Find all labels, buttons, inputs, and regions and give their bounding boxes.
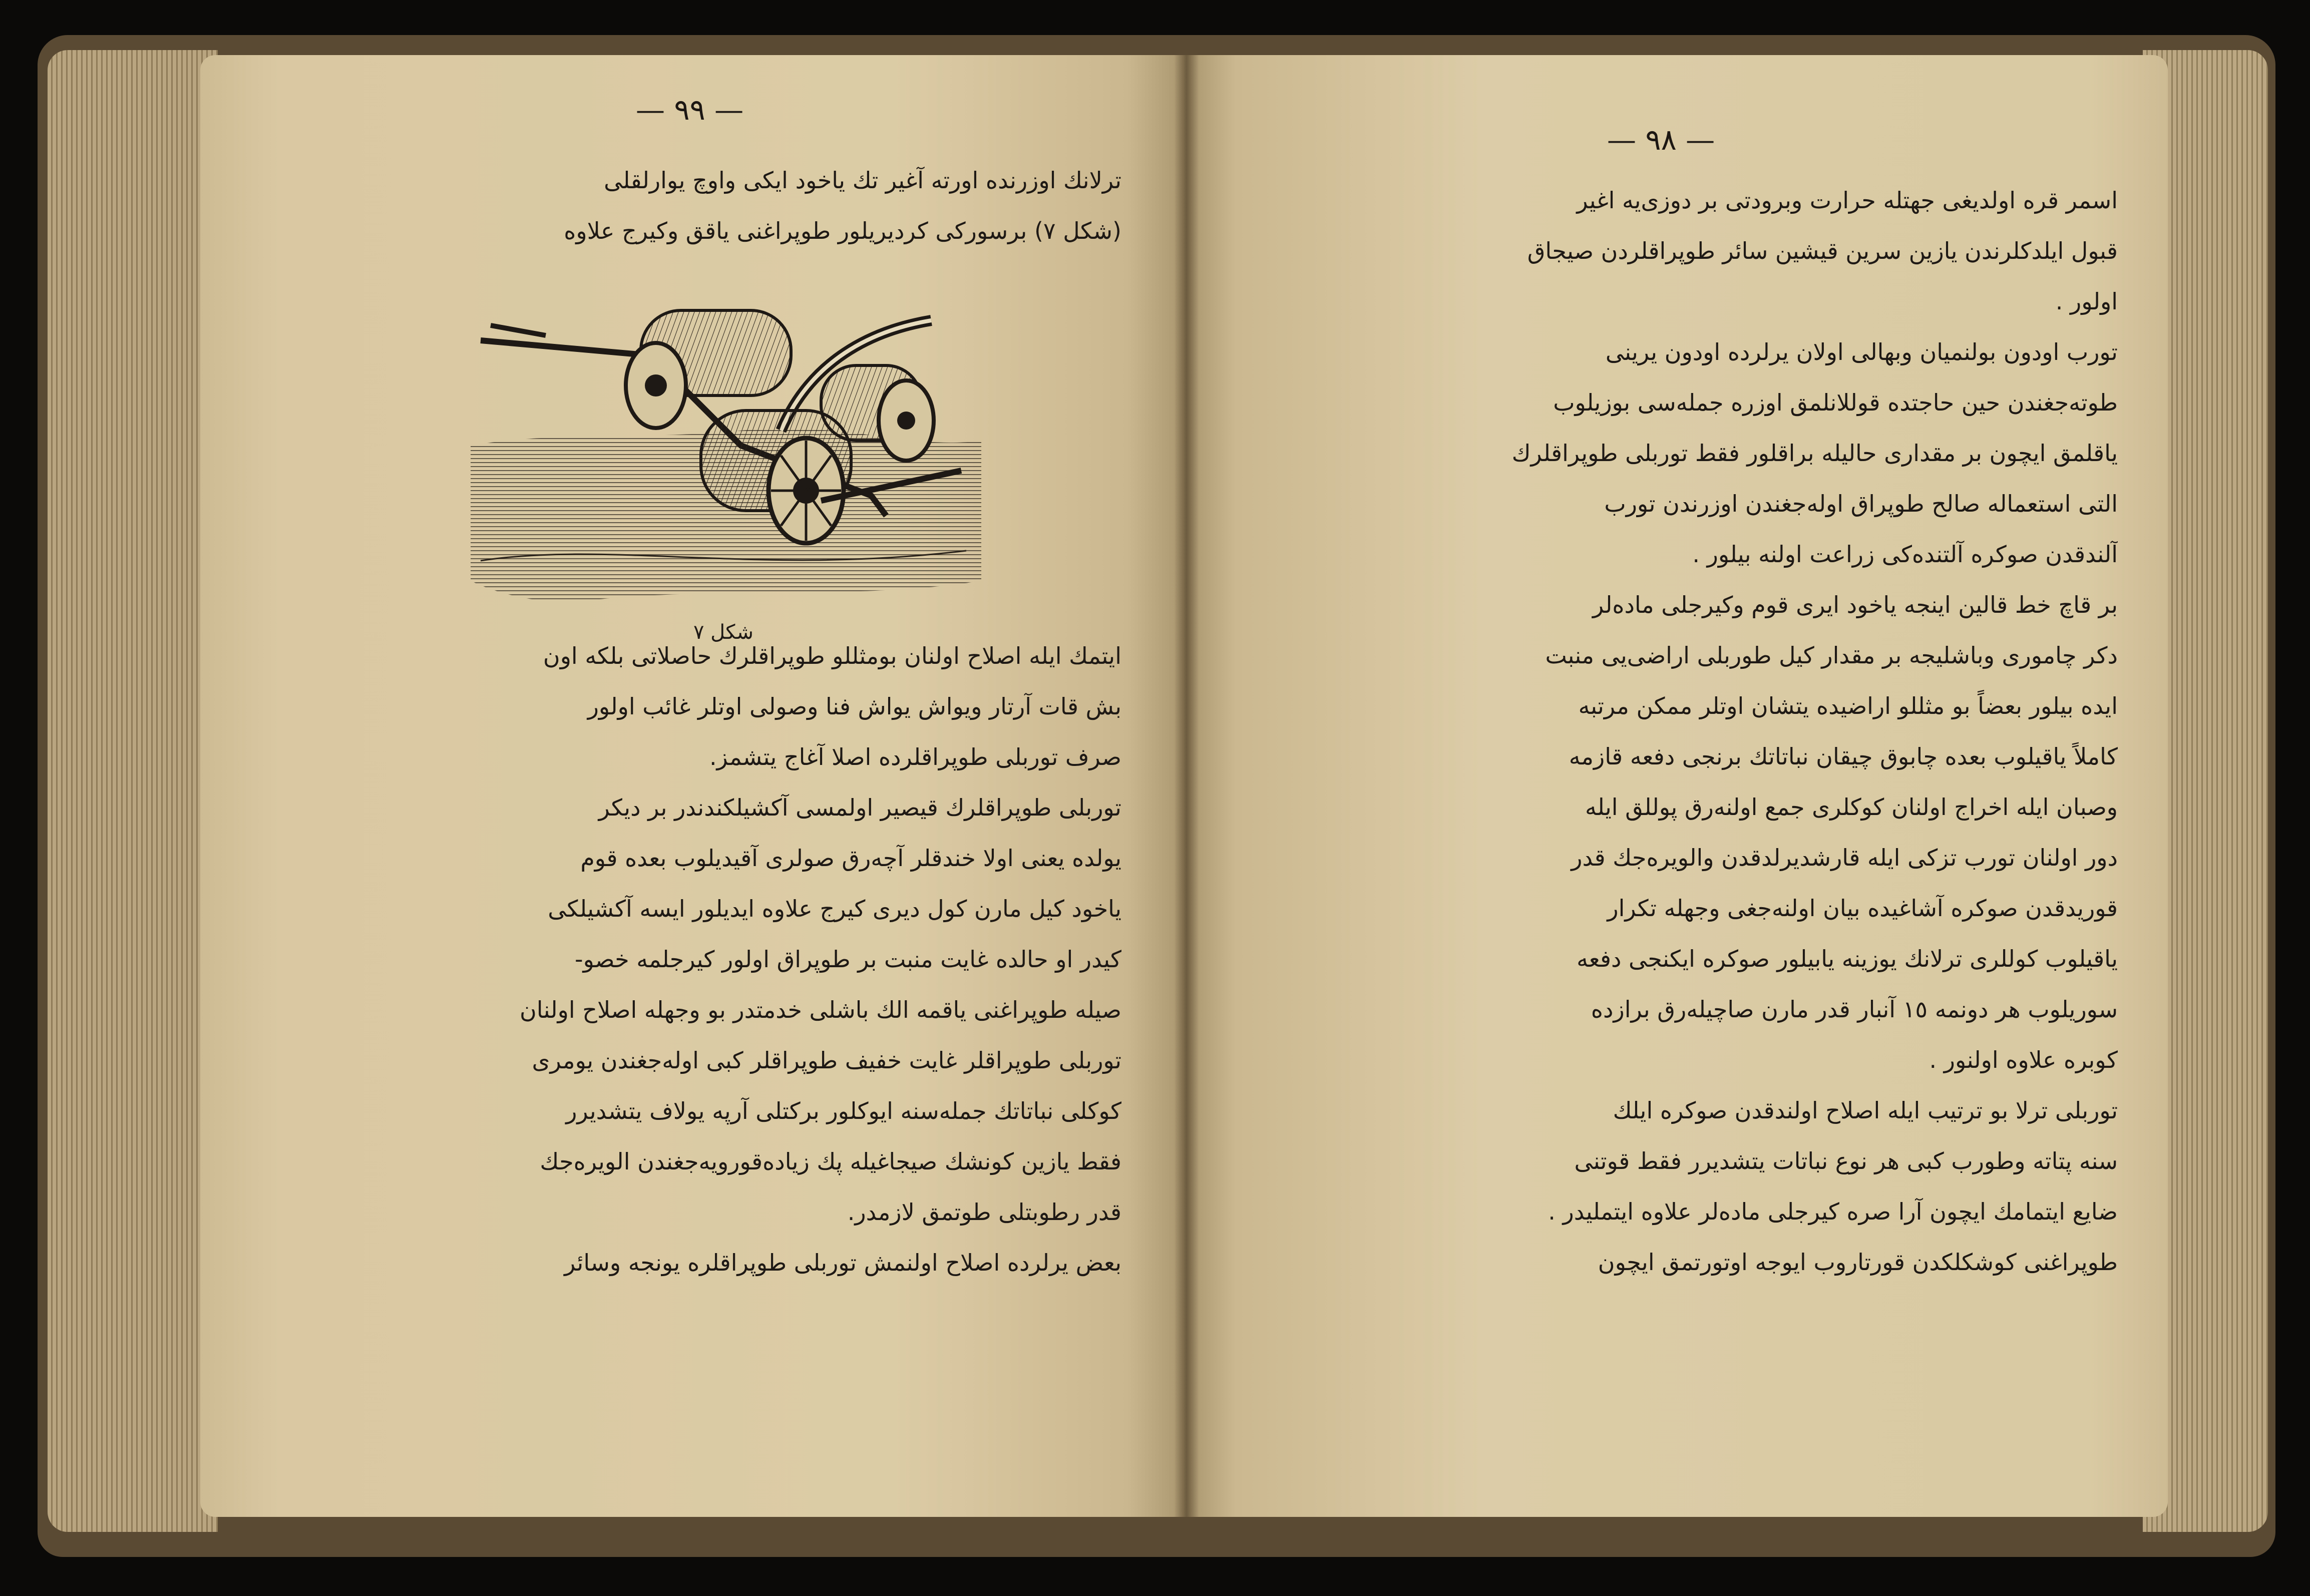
text-line: ضايع ايتمامك ايچون آرا صره كيرجلى ماده‌لر علاوه ايتمليدر . [1548, 1198, 2118, 1225]
text-line: اسمر قره اولديغى جهتله حرارت وبرودتى بر دوزى‌يه اغير [1577, 187, 2118, 214]
text-line: توربلى طوپراقلر غايت خفيف طوپراقلر كبى اوله‌جغندن يومرى [532, 1047, 1121, 1074]
text-line: توربلى ترلا بو ترتيب ايله اصلاح اولندقدن صوكره ايلك [1613, 1097, 2118, 1124]
text-line: سوريلوب هر دونمه ١٥ آنبار قدر مارن صاچيله‌رق برازده [1591, 996, 2118, 1023]
text-line: كوكلى نباتاتك جمله‌سنه ايوكلور بركتلى آرپه يولاف يتشديرر [566, 1097, 1121, 1124]
text-line: ياقلمق ايچون بر مقدارى حاليله براقلور فقط توربلى طوپراقلرك [1511, 440, 2118, 467]
text-line: بر قاچ خط قالين اينجه ياخود ايرى قوم وكيرجلى ماده‌لر [1592, 591, 2118, 618]
text-line: وصبان ايله اخراج اولنان كوكلرى جمع اولنه‌رق پوللق ايله [1585, 793, 2118, 821]
text-line: التى استعماله صالح طوپراق اوله‌جغندن اوزرندن تورب [1604, 490, 2118, 517]
book-gutter [1174, 55, 1199, 1517]
text-line: دور اولنان تورب تزكى ايله قارشديرلدقدن والويره‌جك قدر [1571, 844, 2118, 871]
left-page-number: — ٩٩ — [636, 93, 744, 127]
text-line: بش قات آرتار ويواش يواش فنا وصولى اوتلر غائب اولور [587, 693, 1121, 720]
text-line: ياقيلوب كوللرى ترلانك يوزينه يابيلور صوكره ايكنجى دفعه [1577, 945, 2118, 972]
text-line: ايتمك ايله اصلاح اولنان بومثللو طوپراقلرك حاصلاتى بلكه اون [543, 642, 1121, 669]
text-line: قدر رطوبتلى طوتمق لازمدر. [847, 1199, 1121, 1226]
text-line: قبول ايلدكلرندن يازين سرين قيشين سائر طوپراقلردن صيجاق [1527, 237, 2118, 264]
text-line: صرف توربلى طوپراقلرده اصلا آغاج يتشمز. [709, 743, 1121, 770]
text-line: قوريدقدن صوكره آشاغيده بيان اولنه‌جغى وجهله تكرار [1607, 895, 2118, 922]
text-line: يولده يعنى اولا خندقلر آچه‌رق صولرى آقيديلوب بعده قوم [580, 845, 1121, 872]
left-page [200, 55, 1187, 1517]
figure-caption: شكل ٧ [693, 621, 754, 644]
text-line: اولور . [2055, 288, 2118, 315]
text-line: كاملاً ياقيلوب بعده چابوق چيقان نباتاتك برنجى دفعه قازمه [1569, 743, 2118, 770]
text-line: صيله طوپراغنى ياقمه الك باشلى خدمتدر بو وجهله اصلاح اولنان [519, 996, 1121, 1023]
text-line: ترلانك اوزرنده اورته آغير تك ياخود ايكى واوچ يوارلقلى [604, 167, 1121, 194]
left-page-body-text [270, 631, 1121, 1288]
right-page-body-text [1282, 175, 2118, 1288]
right-page [1187, 55, 2168, 1517]
text-line: آلندقدن صوكره آلتنده‌كى زراعت اولنه بيلور . [1692, 541, 2118, 568]
text-line: ايده بيلور بعضاً بو مثللو اراضيده يتشان اوتلر ممكن مرتبه [1578, 692, 2118, 719]
figure-7 [461, 280, 986, 651]
text-line: كيدر او حالده غايت منبت بر طوپراق اولور كيرجلمه خصو- [574, 946, 1121, 973]
text-line: تورب اودون بولنميان وبهالى اولان يرلرده اودون يرينى [1605, 338, 2118, 365]
text-line: فقط يازين كونشك صيجاغيله پك زياده‌قورويه‌جغندن الويره‌جك [540, 1148, 1121, 1175]
left-page-edges [48, 50, 218, 1532]
text-line: سنه پتاته وطورب كبى هر نوع نباتات يتشديرر فقط قوتنى [1574, 1147, 2118, 1174]
text-line: توربلى طوپراقلرك قيصير اولمسى آكشيلكندندر بر ديكر [598, 794, 1121, 821]
text-line: دكر چامورى وباشليجه بر مقدار كيل طوربلى اراضى‌يى منبت [1545, 642, 2118, 669]
text-line: (شكل ٧) برسوركى كرديريلور طوپراغنى ياقق وكيرج علاوه [564, 217, 1121, 244]
roller-implement-illustration [461, 280, 986, 611]
text-line: طوپراغنى كوشكلكدن قورتاروب ايوجه اوتورتمق ايچون [1598, 1249, 2118, 1276]
text-line: كوبره علاوه اولنور . [1929, 1046, 2118, 1073]
right-page-number: — ٩٨ — [1607, 123, 1715, 157]
text-line: ياخود كيل مارن كول ديرى كيرج علاوه ايديلور ايسه آكشيلكى [548, 895, 1121, 922]
text-line: طوته‌جغندن حين حاجتده قوللانلمق اوزره جمله‌سى بوزيلوب [1553, 389, 2118, 416]
text-line: بعض يرلرده اصلاح اولنمش توربلى طوپراقلره يونجه وسائر [564, 1249, 1121, 1276]
left-page-top-text [270, 155, 1121, 256]
